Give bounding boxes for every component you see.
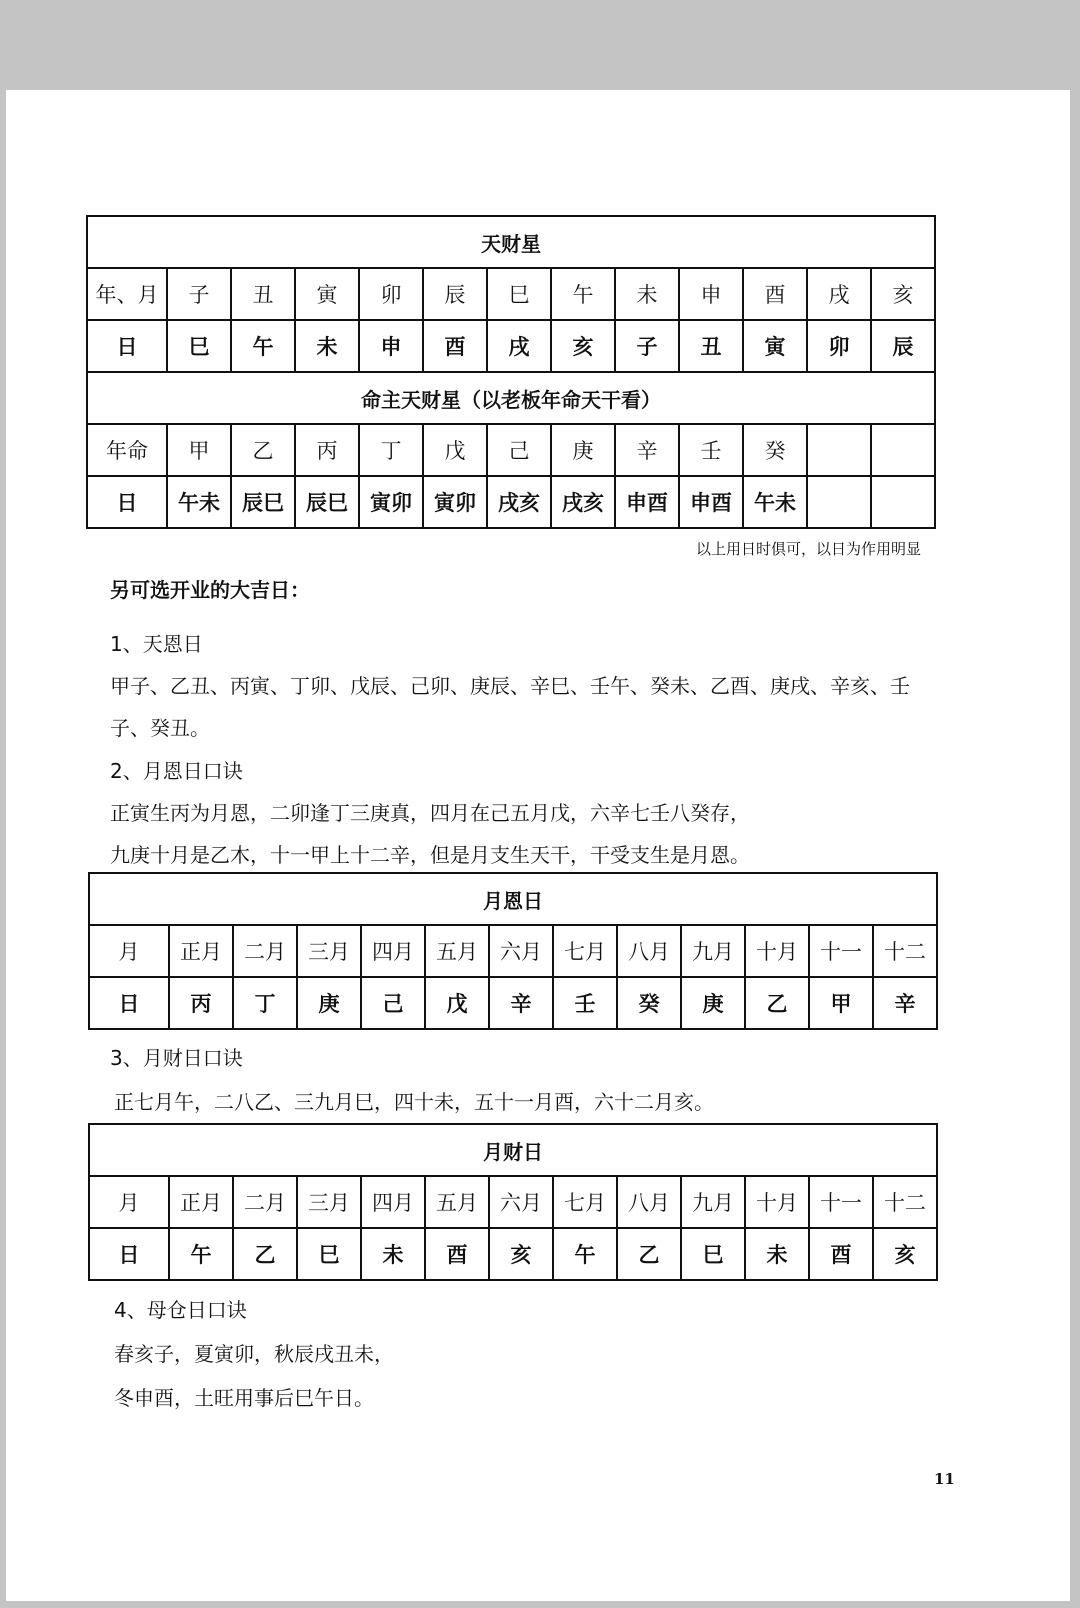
header-cell: 六月 <box>489 925 553 977</box>
value-cell: 申酉 <box>679 476 743 528</box>
value-cell: 乙 <box>233 1228 297 1280</box>
paragraph-line: 子、癸丑。 <box>110 716 210 740</box>
table-header-row <box>89 925 937 977</box>
header-cell: 四月 <box>361 1176 425 1228</box>
header-cell: 丁 <box>359 424 423 476</box>
value-cell <box>871 476 935 528</box>
header-cell: 四月 <box>361 925 425 977</box>
value-cell: 寅卯 <box>359 476 423 528</box>
value-cell: 申 <box>359 320 423 372</box>
paragraph-line: 正寅生丙为月恩，二卯逢丁三庚真，四月在己五月戊，六辛七壬八癸存， <box>110 801 750 825</box>
value-cell: 午 <box>169 1228 233 1280</box>
header-cell: 庚 <box>551 424 615 476</box>
value-cell: 戊 <box>425 977 489 1029</box>
value-cell: 午 <box>231 320 295 372</box>
header-cell: 六月 <box>489 1176 553 1228</box>
header-cell: 丙 <box>295 424 359 476</box>
value-cell: 日 <box>87 320 167 372</box>
value-cell: 申酉 <box>615 476 679 528</box>
value-cell: 甲 <box>809 977 873 1029</box>
table-header-row <box>89 1176 937 1228</box>
value-cell: 亥 <box>489 1228 553 1280</box>
header-cell: 申 <box>679 268 743 320</box>
item-title: 4、母仓日口诀 <box>114 1298 247 1322</box>
value-cell: 巳 <box>167 320 231 372</box>
table-note: 以上用日时俱可，以日为作用明显 <box>696 540 922 558</box>
value-cell: 未 <box>745 1228 809 1280</box>
header-cell: 十一 <box>809 925 873 977</box>
yueen-table <box>88 872 938 1030</box>
header-cell: 癸 <box>743 424 807 476</box>
table-header-row <box>87 268 935 320</box>
value-cell: 酉 <box>809 1228 873 1280</box>
header-cell: 年、月 <box>87 268 167 320</box>
header-cell: 十二 <box>873 925 937 977</box>
value-cell: 日 <box>89 977 169 1029</box>
value-cell: 日 <box>89 1228 169 1280</box>
header-cell: 七月 <box>553 1176 617 1228</box>
value-cell: 午 <box>553 1228 617 1280</box>
header-cell: 辰 <box>423 268 487 320</box>
header-cell: 二月 <box>233 1176 297 1228</box>
header-cell: 甲 <box>167 424 231 476</box>
header-cell: 月 <box>89 925 169 977</box>
table-title: 月恩日 <box>89 873 937 925</box>
value-cell: 辛 <box>873 977 937 1029</box>
item-title: 1、天恩日 <box>110 632 203 656</box>
paragraph-line: 正七月午，二八乙、三九月巳，四十未，五十一月酉，六十二月亥。 <box>114 1090 714 1114</box>
value-cell: 壬 <box>553 977 617 1029</box>
header-cell: 八月 <box>617 925 681 977</box>
header-cell: 卯 <box>359 268 423 320</box>
header-cell: 乙 <box>231 424 295 476</box>
paragraph-line: 冬申酉，土旺用事后巳午日。 <box>114 1386 374 1410</box>
header-cell: 月 <box>89 1176 169 1228</box>
value-cell: 寅 <box>743 320 807 372</box>
value-cell: 己 <box>361 977 425 1029</box>
value-cell: 辛 <box>489 977 553 1029</box>
item-title: 3、月财日口诀 <box>110 1046 243 1070</box>
value-cell: 午未 <box>167 476 231 528</box>
header-cell: 十一 <box>809 1176 873 1228</box>
value-cell: 戌亥 <box>487 476 551 528</box>
value-cell: 巳 <box>681 1228 745 1280</box>
header-cell: 五月 <box>425 925 489 977</box>
value-cell: 午未 <box>743 476 807 528</box>
value-cell: 丑 <box>679 320 743 372</box>
table-row <box>87 476 935 528</box>
table-row <box>89 1228 937 1280</box>
header-cell: 正月 <box>169 925 233 977</box>
paragraph-line: 春亥子，夏寅卯，秋辰戌丑未， <box>114 1342 394 1366</box>
header-cell: 酉 <box>743 268 807 320</box>
value-cell: 庚 <box>297 977 361 1029</box>
yuecai-table <box>88 1123 938 1281</box>
value-cell: 乙 <box>617 1228 681 1280</box>
header-cell: 七月 <box>553 925 617 977</box>
table-header-row <box>87 424 935 476</box>
table-row <box>87 320 935 372</box>
value-cell: 乙 <box>745 977 809 1029</box>
table-title: 命主天财星（以老板年命天干看） <box>87 372 935 424</box>
header-cell: 五月 <box>425 1176 489 1228</box>
table-title: 月财日 <box>89 1124 937 1176</box>
header-cell: 年命 <box>87 424 167 476</box>
value-cell: 未 <box>361 1228 425 1280</box>
header-cell: 午 <box>551 268 615 320</box>
header-cell: 己 <box>487 424 551 476</box>
header-cell: 子 <box>167 268 231 320</box>
value-cell: 庚 <box>681 977 745 1029</box>
tiancai-table <box>86 215 936 529</box>
value-cell: 辰 <box>871 320 935 372</box>
header-cell: 三月 <box>297 1176 361 1228</box>
header-cell: 寅 <box>295 268 359 320</box>
header-cell: 十月 <box>745 925 809 977</box>
header-cell: 戊 <box>423 424 487 476</box>
header-cell: 十月 <box>745 1176 809 1228</box>
header-cell: 三月 <box>297 925 361 977</box>
header-cell <box>871 424 935 476</box>
header-cell: 十二 <box>873 1176 937 1228</box>
value-cell: 寅卯 <box>423 476 487 528</box>
value-cell: 辰巳 <box>295 476 359 528</box>
value-cell <box>807 476 871 528</box>
header-cell: 二月 <box>233 925 297 977</box>
value-cell: 戌亥 <box>551 476 615 528</box>
value-cell: 丁 <box>233 977 297 1029</box>
value-cell: 酉 <box>423 320 487 372</box>
value-cell: 卯 <box>807 320 871 372</box>
header-cell: 巳 <box>487 268 551 320</box>
value-cell: 子 <box>615 320 679 372</box>
value-cell: 癸 <box>617 977 681 1029</box>
header-cell: 亥 <box>871 268 935 320</box>
header-cell: 未 <box>615 268 679 320</box>
header-cell: 九月 <box>681 925 745 977</box>
header-cell: 正月 <box>169 1176 233 1228</box>
document-page <box>6 90 1070 1601</box>
value-cell: 酉 <box>425 1228 489 1280</box>
header-cell: 丑 <box>231 268 295 320</box>
value-cell: 亥 <box>873 1228 937 1280</box>
header-cell: 戌 <box>807 268 871 320</box>
value-cell: 巳 <box>297 1228 361 1280</box>
header-cell: 九月 <box>681 1176 745 1228</box>
header-cell: 辛 <box>615 424 679 476</box>
header-cell <box>807 424 871 476</box>
value-cell: 亥 <box>551 320 615 372</box>
value-cell: 丙 <box>169 977 233 1029</box>
header-cell: 八月 <box>617 1176 681 1228</box>
section-heading: 另可选开业的大吉日： <box>110 578 310 602</box>
item-title: 2、月恩日口诀 <box>110 759 243 783</box>
value-cell: 辰巳 <box>231 476 295 528</box>
table-title: 天财星 <box>87 216 935 268</box>
header-cell: 壬 <box>679 424 743 476</box>
value-cell: 未 <box>295 320 359 372</box>
table-row <box>89 977 937 1029</box>
value-cell: 日 <box>87 476 167 528</box>
value-cell: 戌 <box>487 320 551 372</box>
page-number: 11 <box>934 1470 955 1488</box>
paragraph-line: 九庚十月是乙木，十一甲上十二辛，但是月支生天干，干受支生是月恩。 <box>110 843 750 867</box>
paragraph-line: 甲子、乙丑、丙寅、丁卯、戊辰、己卯、庚辰、辛巳、壬午、癸未、乙酉、庚戌、辛亥、壬 <box>110 674 910 698</box>
